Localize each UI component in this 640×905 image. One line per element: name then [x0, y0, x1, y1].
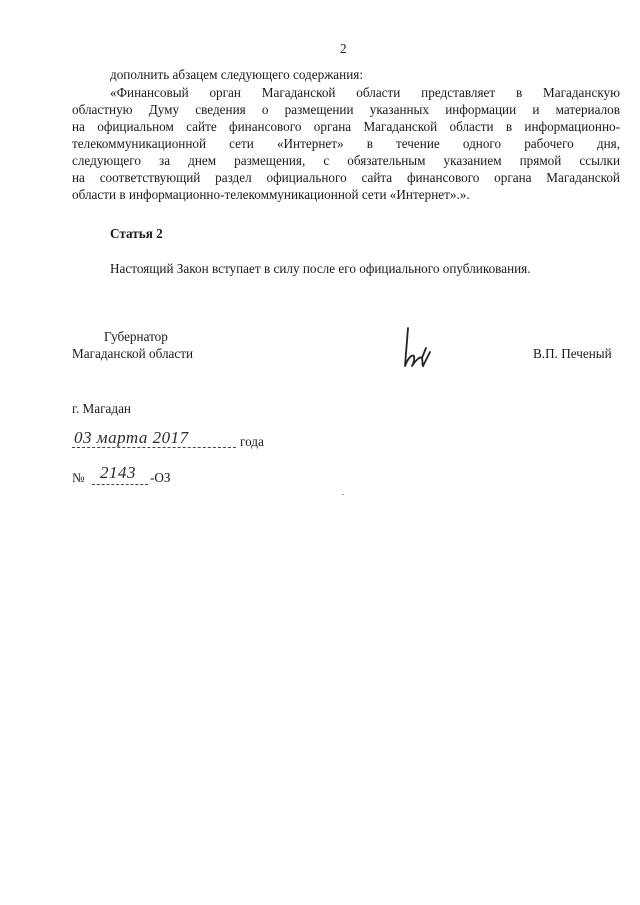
date-suffix: года — [240, 434, 264, 449]
intro-line: дополнить абзацем следующего содержания: — [110, 67, 364, 82]
handwritten-date: 03 марта 2017 — [74, 428, 189, 447]
quote-line: следующего за днем размещения, с обязательным указанием прямой ссылки — [72, 153, 620, 168]
governor-region: Магаданской области — [72, 346, 194, 361]
number-sign: № — [72, 470, 85, 485]
article-text: Настоящий Закон вступает в силу после его официального опубликования. — [110, 261, 531, 276]
number-underline — [92, 484, 148, 485]
quote-line: области в информационно-телекоммуникационной сети «Интернет».». — [72, 187, 470, 202]
quote-line: областную Думу сведения о размещении указанных информации и материалов — [72, 102, 620, 117]
handwritten-signature — [398, 322, 438, 372]
governor-title: Губернатор — [104, 329, 168, 344]
number-suffix: -ОЗ — [150, 470, 171, 485]
place: г. Магадан — [72, 401, 131, 416]
article-heading: Статья 2 — [110, 226, 163, 241]
handwritten-number: 2143 — [100, 463, 136, 482]
quote-line: телекоммуникационной сети «Интернет» в течение одного рабочего дня, — [72, 136, 620, 151]
page-number: 2 — [340, 41, 347, 56]
governor-name: В.П. Печеный — [533, 346, 612, 361]
quote-line: «Финансовый орган Магаданской области представляет в Магаданскую — [110, 85, 620, 100]
quote-line: на официальном сайте финансового органа Магаданской области в информационно- — [72, 119, 620, 134]
date-underline — [72, 447, 236, 448]
scan-speck — [342, 494, 344, 495]
quote-line: на соответствующий раздел официального сайта финансового органа Магаданской — [72, 170, 620, 185]
